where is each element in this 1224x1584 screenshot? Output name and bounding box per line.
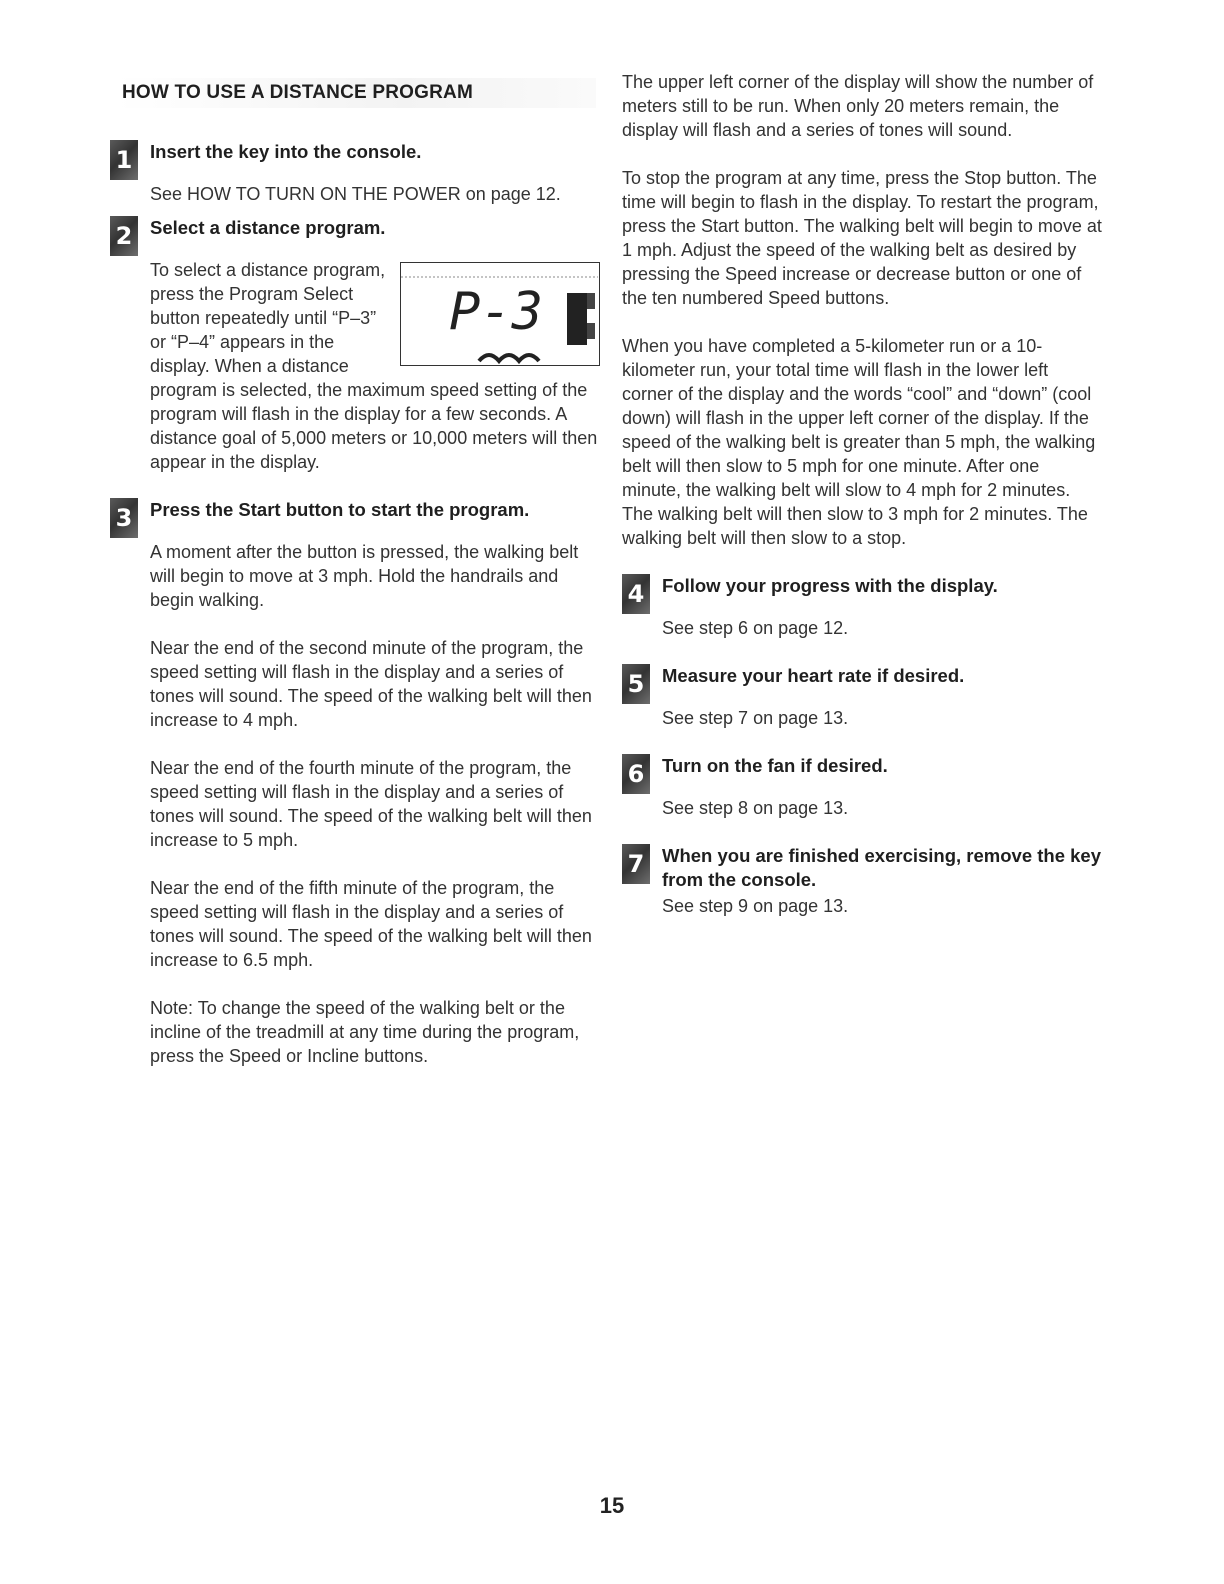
step-5 bbox=[622, 664, 1102, 730]
step-text: Note: To change the speed of the walking belt or the incline of the treadmill at any time during the program, press the Speed or Incline buttons. bbox=[150, 998, 580, 1066]
step-text: The upper left corner of the display will show the number of meters still to be run. When only 20 meters remain, the display will flash and a series of tones will sound. bbox=[622, 72, 1094, 140]
step-text: To select a distance program, press the Program Select button repeatedly until “P–3” or “P–4” appears in the display. When a distance program is selected, the maximum speed setting of the program will flash in the display for a few seconds. A distance goal of 5,000 meters or 10,000 meters will then appear in the display. bbox=[150, 260, 598, 472]
step-text: See HOW TO TURN ON THE POWER on page 12. bbox=[150, 184, 561, 204]
section-title: HOW TO USE A DISTANCE PROGRAM bbox=[116, 78, 596, 108]
right-column bbox=[622, 70, 1102, 918]
step-title: Insert the key into the console. bbox=[150, 141, 422, 162]
step-text: Near the end of the fourth minute of the program, the speed setting will flash in the display and a series of tones will sound. The speed of the walking belt will then increase to 5 mph. bbox=[150, 758, 592, 850]
step-number-badge: 3 bbox=[110, 498, 138, 538]
step-text: A moment after the button is pressed, the walking belt will begin to move at 3 mph. Hold the handrails and begin walking. bbox=[150, 542, 579, 610]
step-number-badge: 7 bbox=[622, 844, 650, 884]
step-text: To stop the program at any time, press the Stop button. The time will begin to flash in the display. To restart the program, press the Start button. The walking belt will begin to move at 1 mph. Adjust the speed of the walking belt as desired by pressing the Speed increase or decrease button or one of the ten numbered Speed buttons. bbox=[622, 168, 1102, 308]
step-text: Near the end of the fifth minute of the program, the speed setting will flash in the display and a series of tones will sound. The speed of the walking belt will then increase to 6.5 mph. bbox=[150, 878, 592, 970]
step-text: See step 6 on page 12. bbox=[662, 618, 849, 638]
display-segment-block bbox=[567, 293, 587, 345]
step-6 bbox=[622, 754, 1102, 820]
step-7 bbox=[622, 844, 1102, 918]
step-number-badge: 5 bbox=[622, 664, 650, 704]
step-text: See step 8 on page 13. bbox=[662, 798, 849, 818]
left-column bbox=[110, 140, 600, 1068]
step-number-badge: 2 bbox=[110, 216, 138, 256]
step-text: See step 9 on page 13. bbox=[662, 896, 849, 916]
step-title: When you are finished exercising, remove the key from the console. bbox=[662, 845, 1102, 890]
step-3 bbox=[110, 498, 600, 1068]
step-title: Turn on the fan if desired. bbox=[662, 755, 888, 776]
step-number-badge: 4 bbox=[622, 574, 650, 614]
step-title: Press the Start button to start the program. bbox=[150, 499, 530, 520]
display-readout: P-3 bbox=[449, 282, 543, 342]
step-text: Near the end of the second minute of the program, the speed setting will flash in the display and a series of tones will sound. The speed of the walking belt will then increase to 4 mph. bbox=[150, 638, 592, 730]
step-2 bbox=[110, 216, 600, 474]
step-number-badge: 1 bbox=[110, 140, 138, 180]
page-number: 15 bbox=[599, 1493, 625, 1518]
step-text: When you have completed a 5-kilometer run or a 10-kilometer run, your total time will flash in the lower left corner of the display and the words “cool” and “down” (cool down) will flash in the upper left corner of the display. If the speed of the walking belt is greater than 5 mph, the walking belt will then slow to 5 mph for one minute. After one minute, the walking belt will slow to 4 mph for 2 minutes. The walking belt will then slow to 3 mph for 2 minutes. The walking belt will then slow to a stop. bbox=[622, 336, 1096, 548]
step-number-badge: 6 bbox=[622, 754, 650, 794]
step-1 bbox=[110, 140, 600, 206]
step-text: See step 7 on page 13. bbox=[662, 708, 849, 728]
step-4 bbox=[622, 574, 1102, 640]
step-title: Follow your progress with the display. bbox=[662, 575, 998, 596]
step-title: Select a distance program. bbox=[150, 217, 386, 238]
step-title: Measure your heart rate if desired. bbox=[662, 665, 965, 686]
console-display-illustration bbox=[400, 262, 600, 366]
